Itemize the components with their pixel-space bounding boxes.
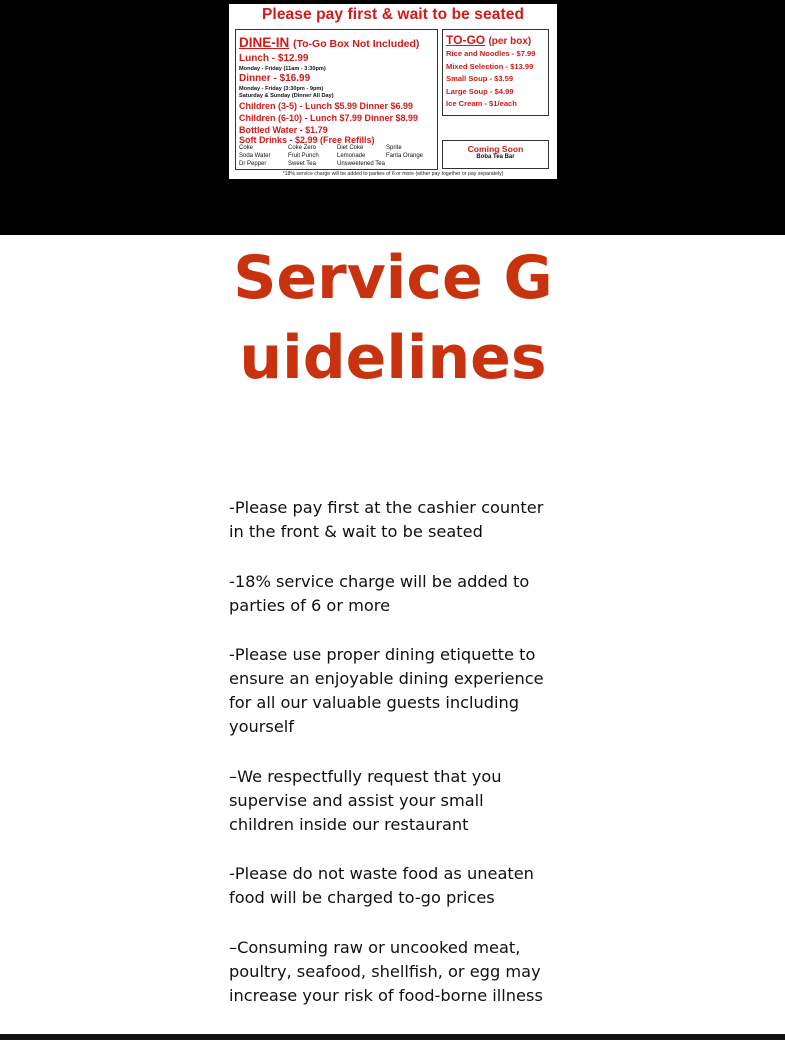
to-go-item: Ice Cream - $1/each	[446, 99, 517, 108]
drink-item: Dr Pepper	[239, 160, 267, 167]
menu-footnote: *18% service charge will be added to parties of 6 or more (either pay together or pay separately)	[282, 171, 504, 177]
drink-list	[239, 145, 435, 168]
soft-drinks-price: Soft Drinks - $2.99 (Free Refills)	[239, 135, 375, 145]
drink-item: Fanta Orange	[386, 152, 424, 159]
guidelines-list	[229, 496, 547, 1034]
menu-title: Please pay first & wait to be seated	[261, 6, 525, 23]
drink-item: Soda Water	[239, 152, 271, 159]
guideline-item: -Please do not waste food as uneaten food will be charged to-go prices	[229, 864, 534, 908]
drink-item: Sprite	[386, 145, 402, 151]
page-title: Service Guidelines	[233, 243, 553, 393]
to-go-box	[442, 29, 549, 116]
children-3-5-price: Children (3-5) - Lunch $5.99 Dinner $6.99	[239, 101, 414, 111]
bottled-water-price: Bottled Water - $1.79	[239, 125, 328, 135]
to-go-item: Small Soup - $3.59	[446, 74, 514, 83]
drink-item: Unsweetened Tea	[337, 160, 385, 167]
coming-soon-items: Boba Tea Bar	[476, 154, 515, 160]
to-go-item: Large Soup - $4.99	[446, 87, 514, 96]
to-go-item: Mixed Selection - $13.99	[446, 62, 534, 71]
bottom-divider	[0, 1034, 785, 1040]
dine-in-heading: DINE-IN (To-Go Box Not Included)	[239, 35, 420, 50]
dinner-hours-weekday: Monday - Friday (3:30pm - 9pm)	[239, 86, 324, 92]
drink-item: Coke	[239, 145, 254, 151]
guideline-item: -18% service charge will be added to parties of 6 or more	[229, 571, 530, 615]
drink-item: Diet Coke	[337, 145, 364, 151]
children-6-10-price: Children (6-10) - Lunch $7.99 Dinner $8.99	[239, 113, 419, 123]
menu-price-image	[229, 4, 557, 179]
lunch-price: Lunch - $12.99	[239, 53, 309, 64]
drink-item: Coke Zero	[288, 145, 317, 151]
coming-soon-title: Coming Soon	[467, 144, 524, 154]
drink-item: Fruit Punch	[288, 152, 319, 159]
to-go-heading: TO-GO (per box)	[446, 33, 532, 47]
guideline-item: -Please pay first at the cashier counter in the front & wait to be seated	[229, 498, 544, 541]
guideline-item: –We respectfully request that you supervise and assist your small children inside our restaurant	[229, 766, 502, 834]
dinner-hours-weekend: Saturday & Sunday (Dinner All Day)	[239, 93, 334, 99]
lunch-hours: Monday - Friday (11am - 3:30pm)	[239, 66, 326, 72]
dinner-price: Dinner - $16.99	[239, 73, 311, 84]
guideline-item: –Consuming raw or uncooked meat, poultry, seafood, shellfish, or egg may increase your risk of food-borne illness	[229, 937, 543, 1005]
dine-in-box	[235, 29, 438, 170]
coming-soon-box	[442, 140, 549, 169]
drink-item: Sweet Tea	[288, 160, 316, 167]
guideline-item: -Please use proper dining etiquette to ensure an enjoyable dining experience for all our valuable guests including yourself	[229, 645, 544, 737]
to-go-item: Rice and Noodles - $7.99	[446, 49, 536, 58]
drink-item: Lemonade	[337, 152, 366, 159]
